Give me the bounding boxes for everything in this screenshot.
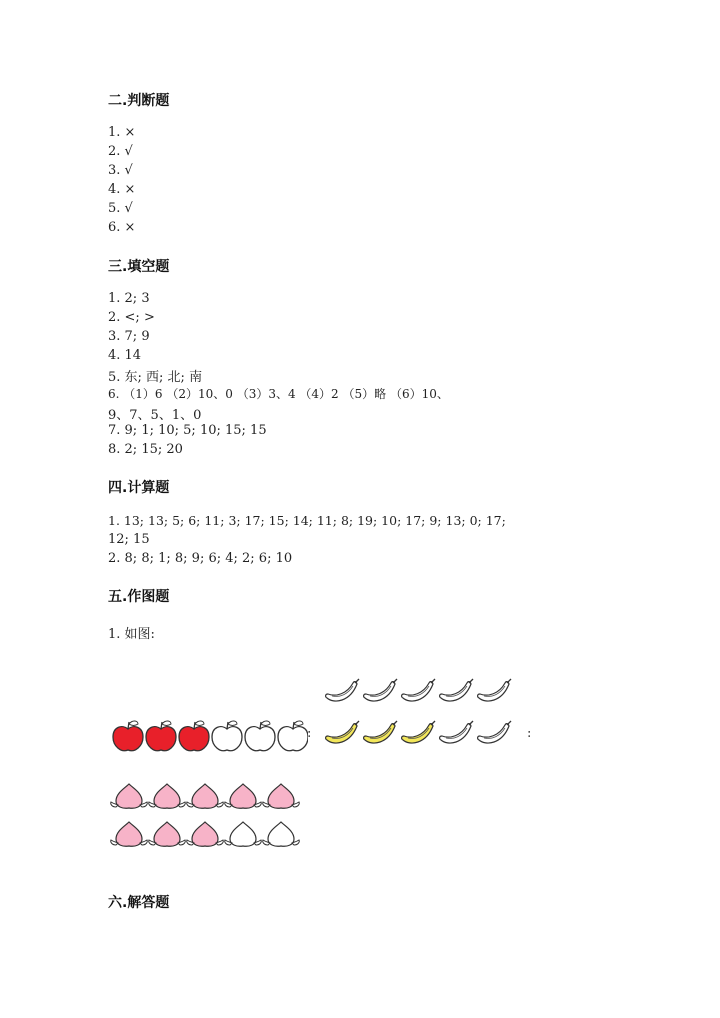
peach-icon <box>149 784 186 808</box>
judge-answer-4: 4. × <box>108 182 136 197</box>
peach-icon <box>187 784 224 808</box>
apples-figure <box>112 716 308 756</box>
calc-answer-1: 1. 13; 13; 5; 6; 11; 3; 17; 15; 14; 11; 8; 19; 10; 17; 9; 13; 0; 17; <box>108 513 506 528</box>
fill-answer-7: 7. 9; 1; 10; 5; 10; 15; 15 <box>108 423 267 438</box>
apple-icon <box>245 721 275 751</box>
section-draw-title: 五.作图题 <box>108 589 170 605</box>
peaches-figure <box>110 778 310 850</box>
judge-answer-2: 2. √ <box>108 144 133 159</box>
judge-answer-6: 6. × <box>108 220 136 235</box>
calc-answer-2: 2. 8; 8; 1; 8; 9; 6; 4; 2; 6; 10 <box>108 551 293 566</box>
section-fill-title: 三.填空题 <box>108 259 170 275</box>
peach-icon <box>225 784 262 808</box>
banana-icon <box>402 721 435 743</box>
fill-answer-6: 6. （1）6 （2）10、0 （3）3、4 （4）2 （5）略 （6）10、 <box>108 387 449 401</box>
section-solve-title: 六.解答题 <box>108 895 170 911</box>
judge-answer-1: 1. × <box>108 125 136 140</box>
banana-icon <box>326 679 359 701</box>
banana-icon <box>364 679 397 701</box>
peach-icon <box>111 822 148 846</box>
apple-icon <box>212 721 242 751</box>
banana-icon <box>478 679 511 701</box>
peach-icon <box>149 822 186 846</box>
peach-icon <box>225 822 262 846</box>
draw-answer-1: 1. 如图: <box>108 627 155 642</box>
peach-icon <box>187 822 224 846</box>
fill-answer-5: 5. 东; 西; 北; 南 <box>108 370 203 385</box>
fill-answer-6-cont: 9、7、5、1、0 <box>108 408 202 423</box>
banana-icon <box>402 679 435 701</box>
banana-icon <box>478 721 511 743</box>
judge-answer-3: 3. √ <box>108 163 133 178</box>
banana-icon <box>440 679 473 701</box>
apple-icon <box>146 721 176 751</box>
judge-answer-5: 5. √ <box>108 201 133 216</box>
calc-answer-1-cont: 12; 15 <box>108 532 150 547</box>
fill-answer-8: 8. 2; 15; 20 <box>108 442 183 457</box>
bananas-figure <box>322 674 522 754</box>
section-calc-title: 四.计算题 <box>108 480 170 496</box>
peach-icon <box>263 822 300 846</box>
banana-icon <box>364 721 397 743</box>
fill-answer-4: 4. 14 <box>108 348 142 363</box>
section-judge-title: 二.判断题 <box>108 93 170 109</box>
separator-colon-2: : <box>527 726 532 741</box>
apple-icon <box>278 721 308 751</box>
banana-icon <box>326 721 359 743</box>
peach-icon <box>111 784 148 808</box>
apple-icon <box>113 721 143 751</box>
fill-answer-2: 2. <; > <box>108 310 155 325</box>
fill-answer-1: 1. 2; 3 <box>108 291 150 306</box>
peach-icon <box>263 784 300 808</box>
apple-group <box>112 716 308 760</box>
banana-icon <box>440 721 473 743</box>
peach-group <box>110 778 310 854</box>
apple-icon <box>179 721 209 751</box>
separator-colon-1: : <box>307 726 312 741</box>
fill-answer-3: 3. 7; 9 <box>108 329 150 344</box>
banana-group <box>322 674 522 758</box>
